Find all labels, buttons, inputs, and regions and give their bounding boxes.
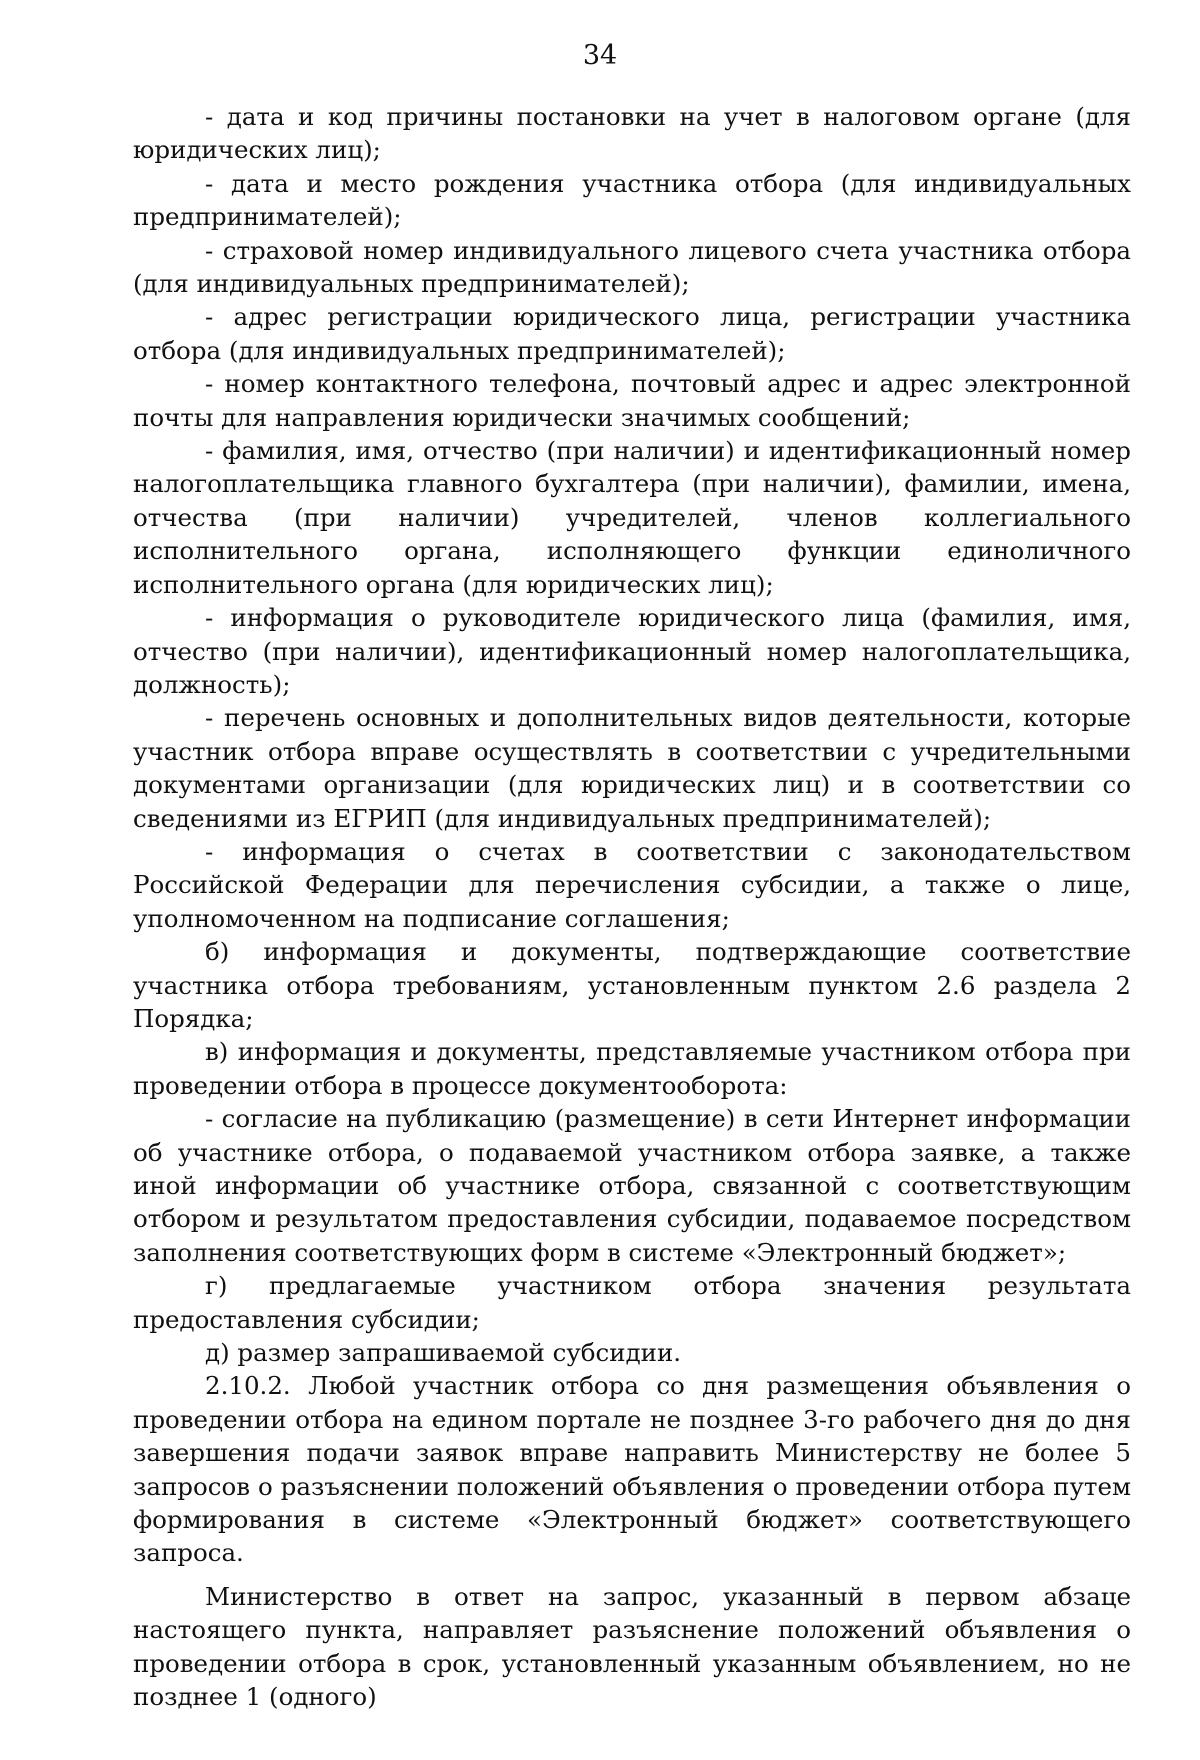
paragraph: 2.10.2. Любой участник отбора со дня размещения объявления о проведении отбора на едином портале не позднее 3-го рабочего дня до дня завершения подачи заявок вправе направить Министерству не более 5 запросов о разъяснении положений объявления о проведении отбора путем формирования в системе «Электронный бюджет» соответствующего запроса. bbox=[133, 1371, 1131, 1568]
paragraph: - страховой номер индивидуального лицевого счета участника отбора (для индивидуальных предпринимателей); bbox=[133, 235, 1131, 299]
paragraph: б) информация и документы, подтверждающие соответствие участника отбора требованиям, установленным пунктом 2.6 раздела 2 Порядка; bbox=[133, 937, 1131, 1033]
paragraph: в) информация и документы, представляемые участником отбора при проведении отбора в процессе документооборота: bbox=[133, 1037, 1131, 1100]
paragraph: - согласие на публикацию (размещение) в сети Интернет информации об участнике отбора, о подаваемой участником отбора заявке, а также иной информации об участнике отбора, связанной с соответствующим отбором и результатом предоставления субсидии, подаваемое посредством заполнения соответствующих форм в системе «Электронный бюджет»; bbox=[133, 1104, 1131, 1267]
paragraph: д) размер запрашиваемой субсидии. bbox=[205, 1338, 682, 1368]
paragraph: - информация о руководителе юридического лица (фамилия, имя, отчество (при наличии), идентификационный номер налогоплательщика, должность); bbox=[133, 603, 1131, 699]
paragraph: - перечень основных и дополнительных видов деятельности, которые участник отбора вправе осуществлять в соответствии с учредительными документами организации (для юридических лиц) и в соответствии со сведениями из ЕГРИП (для индивидуальных предпринимателей); bbox=[133, 703, 1131, 833]
paragraph: Министерство в ответ на запрос, указанный в первом абзаце настоящего пункта, направляет разъяснение положений объявления о проведении отбора в срок, установленный указанным объявлением, но не позднее 1 (одного) bbox=[133, 1581, 1131, 1712]
paragraph: г) предлагаемые участником отбора значения результата предоставления субсидии; bbox=[133, 1271, 1131, 1334]
paragraph: - информация о счетах в соответствии с законодательством Российской Федерации для перечисления субсидии, а также о лице, уполномоченном на подписание соглашения; bbox=[133, 836, 1131, 933]
page-number: 34 bbox=[582, 40, 618, 71]
body-text bbox=[133, 100, 1131, 1714]
paragraph: - адрес регистрации юридического лица, регистрации участника отбора (для индивидуальных предпринимателей); bbox=[133, 302, 1131, 365]
paragraph: - дата и код причины постановки на учет в налоговом органе (для юридических лиц); bbox=[133, 102, 1131, 165]
paragraph: - фамилия, имя, отчество (при наличии) и идентификационный номер налогоплательщика главного бухгалтера (при наличии), фамилии, имена, отчества (при наличии) учредителей, членов коллегиального исполнительного органа, исполняющего функции единоличного исполнительного органа (для юридических лиц); bbox=[133, 436, 1131, 599]
paragraph: - номер контактного телефона, почтовый адрес и адрес электронной почты для направления юридически значимых сообщений; bbox=[133, 369, 1131, 432]
paragraph: - дата и место рождения участника отбора (для индивидуальных предпринимателей); bbox=[133, 168, 1131, 232]
